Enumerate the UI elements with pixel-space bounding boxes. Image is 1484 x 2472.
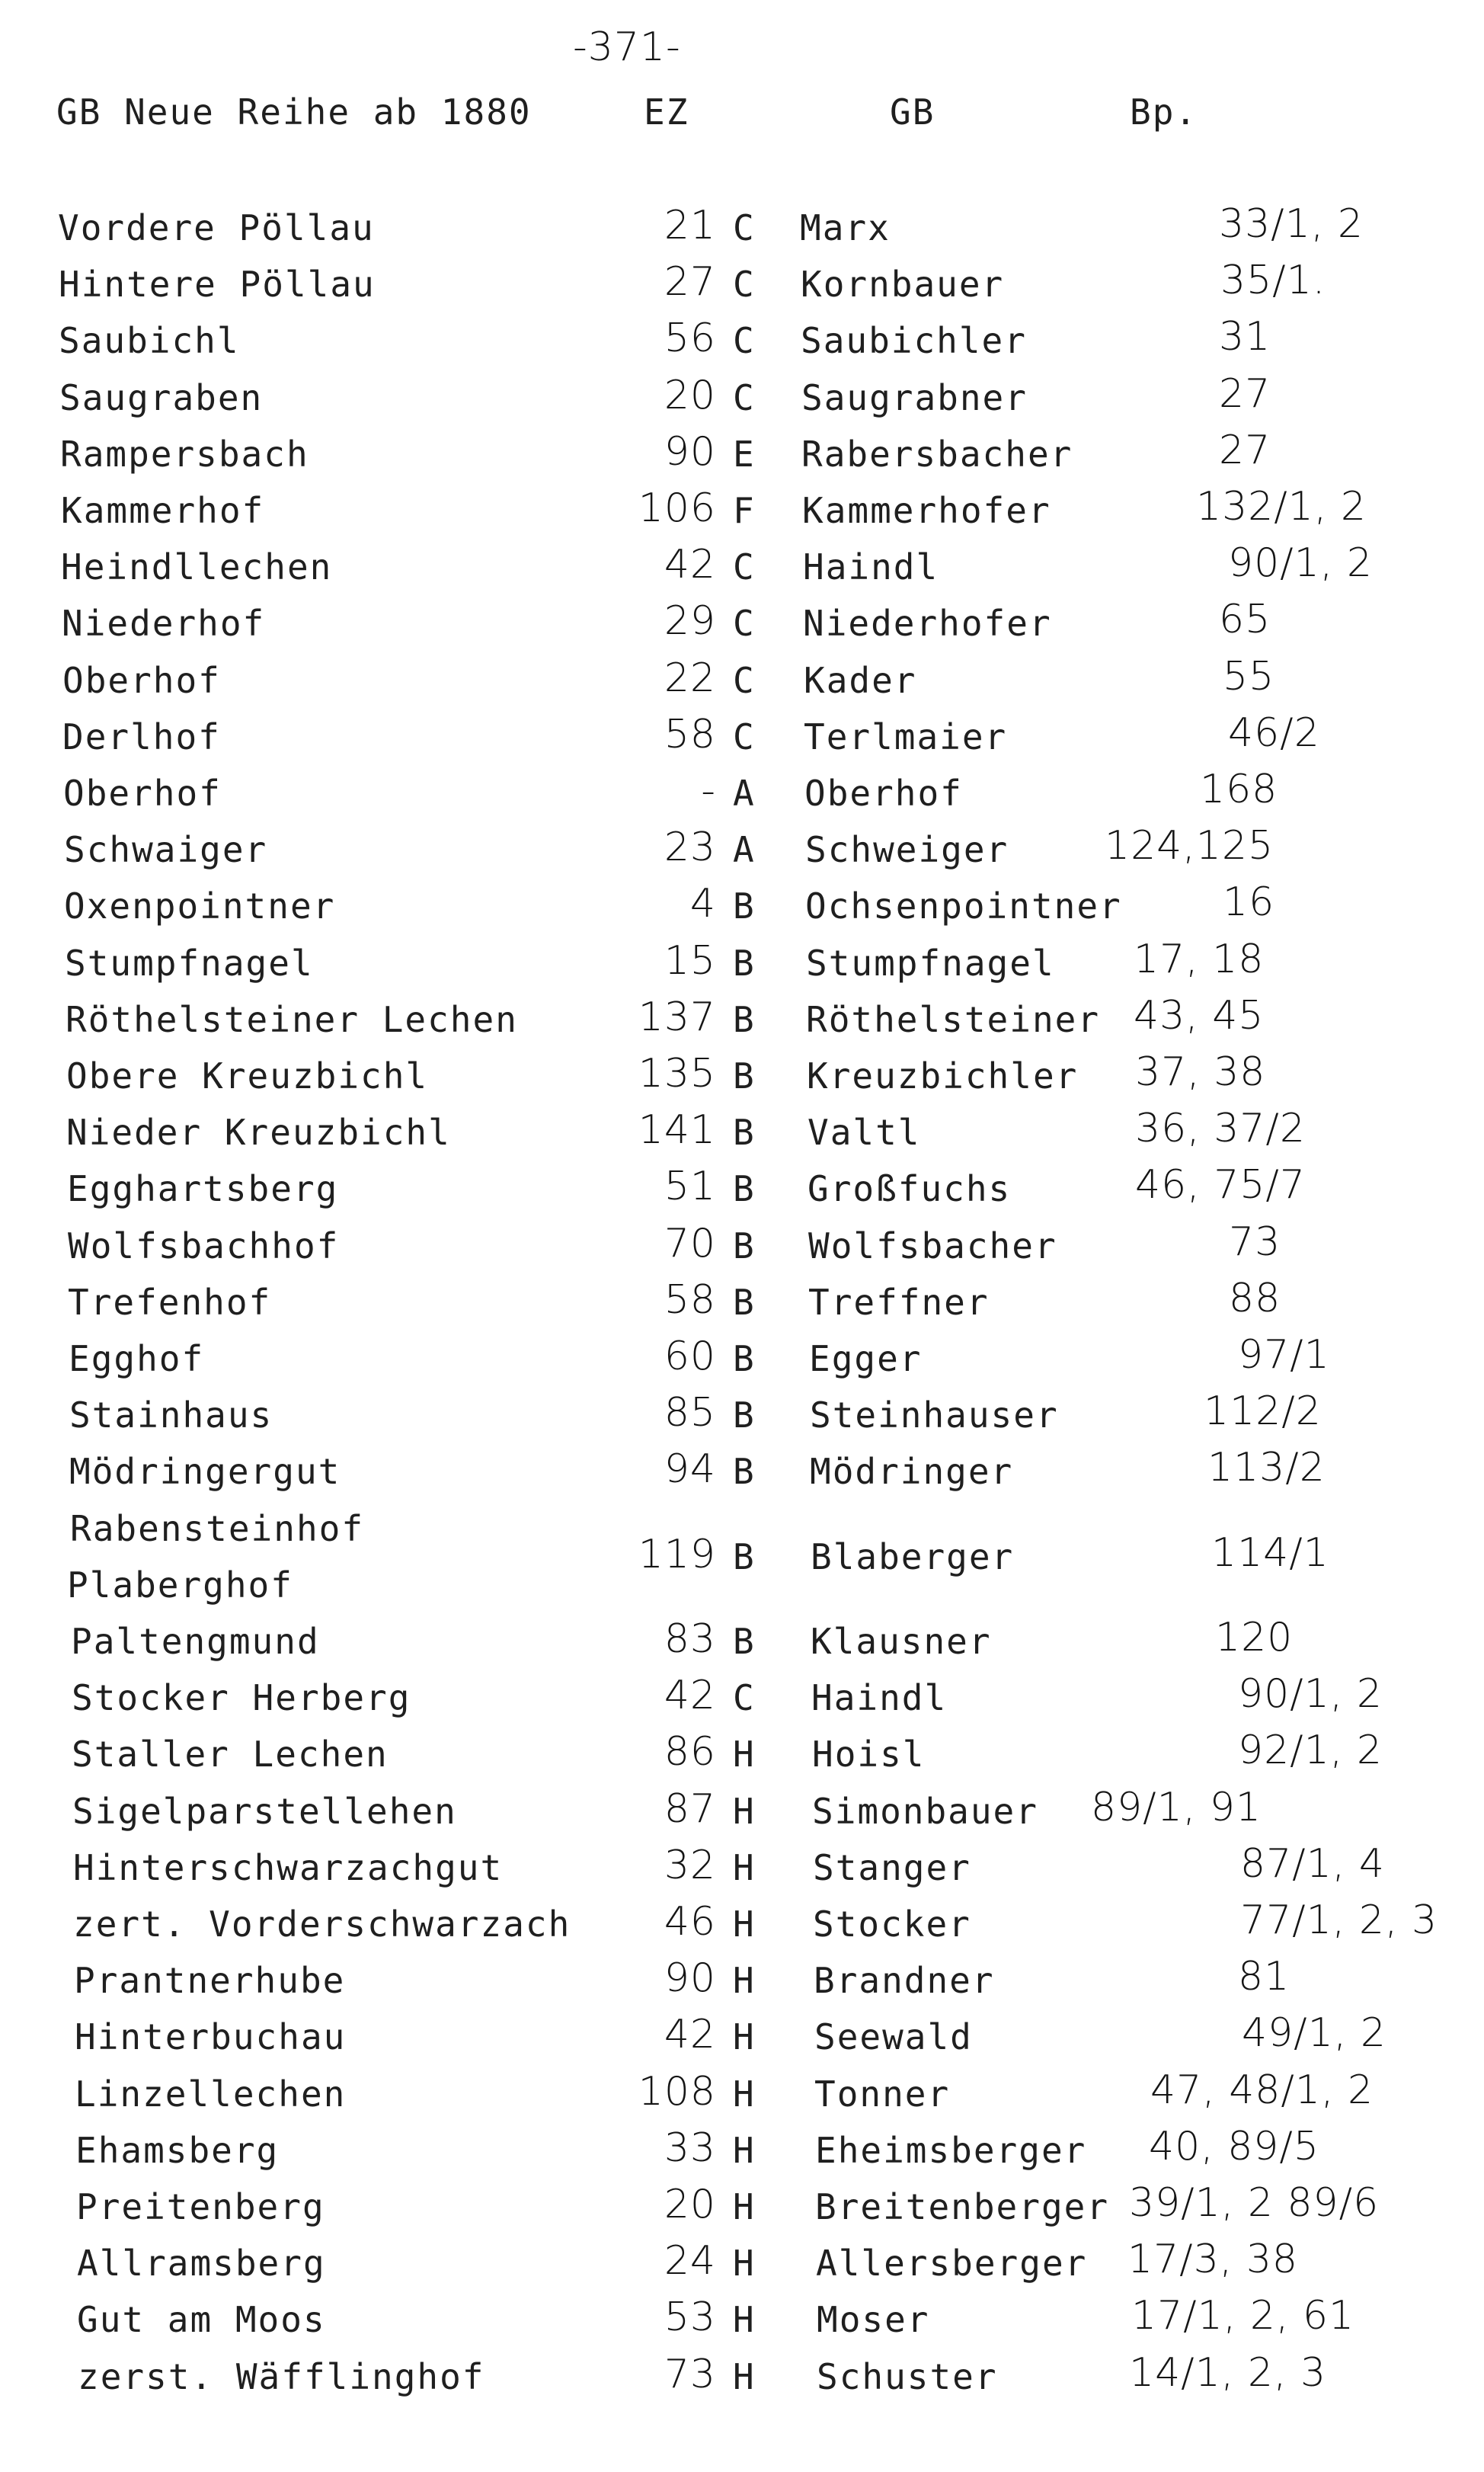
table-row: [0, 2180, 1484, 2243]
table-row: [0, 1897, 1484, 1960]
gb-name: Seewald: [814, 2016, 973, 2058]
entry-name: Mödringergut: [69, 1451, 341, 1493]
ez-letter: B: [733, 942, 756, 984]
ez-number: 137: [638, 994, 716, 1040]
gb-name: Haindl: [803, 546, 939, 588]
bp-number: 87/1, 4: [1240, 1840, 1385, 1887]
ez-number: 42: [664, 1673, 716, 1719]
bp-number: 90/1, 2: [1228, 540, 1373, 587]
gb-name: Allersberger: [816, 2243, 1088, 2285]
bp-number: 89/1, 91: [1091, 1784, 1262, 1830]
table-row: [0, 2123, 1484, 2186]
page-number: -371-: [573, 24, 681, 70]
ez-number: 15: [664, 937, 716, 984]
ez-letter: B: [733, 1621, 756, 1662]
table-row: [0, 2010, 1484, 2073]
bp-number: 43, 45: [1134, 992, 1265, 1039]
gb-name: Breitenberger: [815, 2186, 1110, 2227]
ez-number: 20: [664, 372, 716, 418]
ez-number: 108: [638, 2068, 716, 2115]
table-row: [0, 2293, 1484, 2355]
ez-number: 58: [664, 1276, 716, 1323]
ez-number: 21: [664, 203, 716, 248]
entry-name: Oxenpointner: [64, 885, 336, 927]
gb-name: Stocker: [813, 1904, 971, 1945]
table-row: [0, 1445, 1484, 1507]
entry-name: Hintere Pöllau: [59, 264, 376, 306]
gb-name: Moser: [817, 2299, 930, 2341]
entry-name: Stainhaus: [69, 1395, 273, 1436]
bp-number: 37, 38: [1135, 1049, 1266, 1095]
ez-letter: H: [733, 2186, 756, 2227]
bp-number: 73: [1229, 1218, 1281, 1265]
ez-letter: B: [733, 1535, 756, 1577]
entry-name: Sigelparstellehen: [72, 1790, 457, 1832]
bp-number: 14/1, 2, 3: [1129, 2349, 1327, 2396]
entry-name: Kammerhof: [61, 490, 265, 531]
ez-letter: C: [733, 1677, 756, 1719]
entry-name: Paltengmund: [71, 1621, 320, 1662]
header-gb-neue-reihe: GB Neue Reihe ab 1880: [56, 91, 532, 133]
table-row: [0, 2067, 1484, 2130]
gb-name: Haindl: [811, 1677, 948, 1719]
bp-number: 55: [1223, 653, 1275, 700]
ez-letter: H: [733, 1734, 756, 1776]
ez-letter: H: [733, 1904, 756, 1945]
bp-number: 33/1, 2: [1219, 201, 1364, 247]
table-row: [0, 2349, 1484, 2413]
gb-name: Kreuzbichler: [807, 1055, 1079, 1097]
ez-letter: B: [733, 1281, 756, 1323]
entry-name: Allramsberg: [77, 2243, 326, 2285]
ez-number: 83: [664, 1616, 716, 1662]
bp-number: 46/2: [1228, 709, 1320, 756]
ez-number: 51: [664, 1164, 716, 1210]
header-gb: GB: [890, 91, 935, 133]
ez-number: 87: [664, 1785, 716, 1832]
gb-name: Kornbauer: [801, 264, 1005, 306]
entry-name: zerst. Wäfflinghof: [78, 2355, 485, 2397]
ez-number: 106: [638, 485, 716, 531]
table-row: [0, 823, 1484, 885]
ez-letter: H: [733, 2073, 756, 2115]
ez-number: 27: [664, 259, 716, 306]
ez-number: 86: [664, 1729, 716, 1776]
ez-letter: C: [733, 207, 756, 248]
gb-name: Niederhofer: [803, 603, 1052, 645]
table-row: [0, 540, 1484, 603]
entry-name: Obere Kreuzbichl: [66, 1055, 429, 1097]
gb-name: Valtl: [808, 1112, 921, 1154]
gb-name: Saubichler: [801, 320, 1027, 362]
gb-name: Rabersbacher: [801, 433, 1073, 475]
bp-number: 49/1, 2: [1242, 2010, 1386, 2057]
bp-number: 120: [1215, 1615, 1294, 1660]
table-row: [0, 879, 1484, 942]
ez-letter: F: [733, 490, 756, 531]
table-row: [0, 1954, 1484, 2016]
table-row: [0, 314, 1484, 376]
entry-name: Niederhof: [62, 603, 266, 645]
entry-name: zert. Vorderschwarzach: [73, 1904, 571, 1945]
table-row: [0, 1840, 1484, 1904]
table-row: [0, 992, 1484, 1055]
entry-name: Stumpfnagel: [65, 942, 314, 984]
gb-name: Oberhof: [804, 773, 963, 814]
table-row: [0, 1275, 1484, 1338]
table-row: [0, 1218, 1484, 1282]
table-row: [0, 1671, 1484, 1734]
gb-name: Brandner: [814, 1960, 995, 2002]
entry-name: Staller Lechen: [72, 1734, 389, 1776]
ez-letter: H: [733, 2016, 756, 2058]
gb-name: Simonbauer: [812, 1790, 1038, 1832]
gb-name: Mödringer: [810, 1451, 1014, 1493]
entry-name: Vordere Pöllau: [58, 207, 375, 248]
bp-number: 113/2: [1207, 1445, 1326, 1491]
ez-letter: B: [733, 1112, 756, 1154]
gb-name: Wolfsbacher: [808, 1225, 1057, 1266]
entry-name: Rabensteinhof: [70, 1507, 365, 1549]
ez-letter: E: [733, 433, 756, 475]
ez-number: 29: [664, 598, 716, 645]
gb-name: Eheimsberger: [815, 2129, 1087, 2171]
ez-letter: B: [733, 1168, 756, 1210]
gb-name: Stanger: [813, 1846, 971, 1888]
ez-letter: H: [733, 1960, 756, 2002]
ez-number: 135: [638, 1051, 716, 1097]
ez-letter: C: [733, 603, 756, 645]
ez-letter: A: [733, 773, 756, 814]
ez-letter: H: [733, 2243, 756, 2285]
gb-name: Großfuchs: [808, 1168, 1012, 1210]
bp-number: 39/1, 2 89/6: [1129, 2180, 1380, 2226]
entry-name: Linzellechen: [75, 2073, 347, 2115]
gb-name: Kammerhofer: [802, 490, 1051, 531]
table-row: [0, 1388, 1484, 1451]
entry-name: Prantnerhube: [74, 1960, 346, 2002]
entry-name: Derlhof: [62, 716, 221, 757]
table-row: [0, 767, 1484, 829]
bp-number: 124,125: [1105, 823, 1275, 869]
entry-name: Heindllechen: [61, 546, 333, 588]
bp-number: 16: [1223, 879, 1275, 926]
entry-name: Saubichl: [59, 320, 240, 362]
bp-number: 81: [1238, 1954, 1291, 2000]
ez-number: 23: [664, 825, 716, 871]
ez-number: -: [701, 768, 716, 814]
header-ez: EZ: [644, 91, 689, 133]
table-row: [0, 201, 1484, 264]
ez-number: 60: [664, 1334, 716, 1379]
ez-letter: B: [733, 1451, 756, 1493]
table-row: [0, 2237, 1484, 2299]
table-row: [0, 1728, 1484, 1790]
entry-name: Nieder Kreuzbichl: [66, 1112, 451, 1154]
gb-name: Blaberger: [811, 1535, 1015, 1577]
ez-number: 53: [664, 2294, 716, 2341]
ez-number: 33: [664, 2125, 716, 2171]
gb-name: Treffner: [808, 1281, 990, 1323]
entry-name: Trefenhof: [68, 1281, 272, 1323]
ez-letter: B: [733, 1395, 756, 1436]
gb-name: Klausner: [811, 1621, 992, 1662]
ez-number: 20: [664, 2182, 716, 2227]
entry-name: Preitenberg: [76, 2186, 325, 2227]
bp-number: 92/1, 2: [1238, 1728, 1383, 1774]
table-row: [0, 1784, 1484, 1847]
bp-number: 40, 89/5: [1149, 2123, 1319, 2169]
ez-letter: B: [733, 998, 756, 1040]
bp-number: 36, 37/2: [1135, 1106, 1306, 1152]
bp-number: 31: [1219, 314, 1271, 360]
ez-letter: H: [733, 2299, 756, 2341]
ez-letter: B: [733, 1055, 756, 1097]
entry-name: Stocker Herberg: [72, 1677, 411, 1719]
ez-number: 32: [664, 1842, 716, 1888]
bp-number: 46, 75/7: [1135, 1162, 1306, 1209]
ez-letter: H: [733, 2355, 756, 2397]
table-row: [0, 1332, 1484, 1395]
bp-number: 47, 48/1, 2: [1150, 2067, 1374, 2113]
gb-name: Terlmaier: [804, 716, 1008, 757]
gb-name: Schuster: [817, 2355, 998, 2397]
gb-name: Kader: [804, 659, 917, 701]
ez-letter: H: [733, 1846, 756, 1888]
gb-name: Saugrabner: [801, 376, 1028, 418]
ez-number: 42: [664, 542, 716, 588]
table-row: [0, 653, 1484, 716]
ez-number: 94: [664, 1446, 716, 1493]
gb-name: Marx: [800, 207, 891, 248]
bp-number: 17/3, 38: [1127, 2237, 1298, 2283]
header-bp: Bp.: [1130, 91, 1198, 133]
ez-letter: H: [733, 2129, 756, 2171]
bp-number: 132/1, 2: [1196, 484, 1367, 530]
entry-name: Rampersbach: [60, 433, 309, 475]
table-row: [0, 427, 1484, 490]
entry-name-secondary: Plaberghof: [67, 1564, 293, 1606]
table-row: [0, 1049, 1484, 1112]
ez-number: 22: [664, 655, 716, 701]
ez-letter: H: [733, 1790, 756, 1832]
ez-number: 42: [664, 2012, 716, 2058]
table-row: [0, 1507, 1484, 1606]
entry-name: Ehamsberg: [75, 2129, 280, 2171]
bp-number: 27: [1219, 427, 1271, 473]
ez-number: 119: [638, 1531, 716, 1577]
ez-number: 46: [664, 1899, 716, 1945]
entry-name: Oberhof: [62, 659, 221, 701]
table-row: [0, 709, 1484, 773]
entry-name: Egghof: [69, 1338, 205, 1379]
gb-name: Tonner: [814, 2073, 951, 2115]
ez-letter: C: [733, 376, 756, 418]
table-row: [0, 1106, 1484, 1168]
ez-letter: B: [733, 885, 756, 927]
entry-name: Wolfsbachhof: [68, 1225, 340, 1266]
entry-name: Hinterbuchau: [75, 2016, 347, 2058]
bp-number: 168: [1200, 767, 1278, 812]
ez-number: 58: [664, 711, 716, 757]
table-row: [0, 1162, 1484, 1225]
entry-name: Hinterschwarzachgut: [73, 1846, 504, 1888]
ez-letter: C: [733, 264, 756, 306]
ez-letter: C: [733, 320, 756, 362]
ez-number: 4: [689, 881, 716, 927]
table-row: [0, 936, 1484, 999]
bp-number: 114/1: [1211, 1529, 1329, 1576]
entry-name: Gut am Moos: [77, 2299, 326, 2341]
ez-letter: C: [733, 659, 756, 701]
bp-number: 65: [1219, 597, 1271, 643]
ez-letter: A: [733, 829, 756, 871]
bp-number: 112/2: [1204, 1388, 1322, 1435]
ez-number: 56: [664, 315, 716, 362]
gb-name: Egger: [809, 1338, 923, 1379]
ez-number: 70: [664, 1220, 716, 1266]
gb-name: Hoisl: [812, 1734, 926, 1776]
ez-letter: B: [733, 1338, 756, 1379]
table-row: [0, 370, 1484, 434]
entry-name: Saugraben: [59, 376, 264, 418]
ez-number: 73: [664, 2351, 716, 2397]
ez-number: 24: [664, 2238, 716, 2285]
ez-letter: C: [733, 716, 756, 757]
gb-name: Steinhauser: [810, 1395, 1059, 1436]
bp-number: 17/1, 2, 61: [1131, 2293, 1355, 2339]
table-row: [0, 597, 1484, 659]
ez-number: 85: [664, 1390, 716, 1436]
ez-letter: B: [733, 1225, 756, 1266]
table-row: [0, 258, 1484, 320]
bp-number: 17, 18: [1134, 936, 1265, 982]
entry-name: Röthelsteiner Lechen: [66, 998, 518, 1040]
bp-number: 97/1: [1238, 1332, 1330, 1378]
gb-name: Ochsenpointner: [805, 885, 1122, 927]
gb-name: Röthelsteiner: [806, 998, 1101, 1040]
bp-number: 88: [1229, 1275, 1281, 1321]
gb-name: Schweiger: [805, 829, 1009, 871]
table-row: [0, 1615, 1484, 1677]
ez-number: 141: [638, 1107, 716, 1154]
ez-letter: C: [733, 546, 756, 588]
gb-name: Stumpfnagel: [806, 942, 1055, 984]
table-row: [0, 484, 1484, 546]
entry-name: Schwaiger: [64, 829, 268, 871]
ez-number: 90: [664, 1955, 716, 2002]
ez-number: 90: [664, 428, 716, 475]
entry-name: Egghartsberg: [67, 1168, 339, 1210]
entry-name: Oberhof: [63, 773, 222, 814]
bp-number: 77/1, 2, 3: [1240, 1897, 1438, 1943]
bp-number: 27: [1219, 370, 1271, 417]
bp-number: 35/1.: [1220, 258, 1326, 304]
bp-number: 90/1, 2: [1238, 1671, 1383, 1718]
